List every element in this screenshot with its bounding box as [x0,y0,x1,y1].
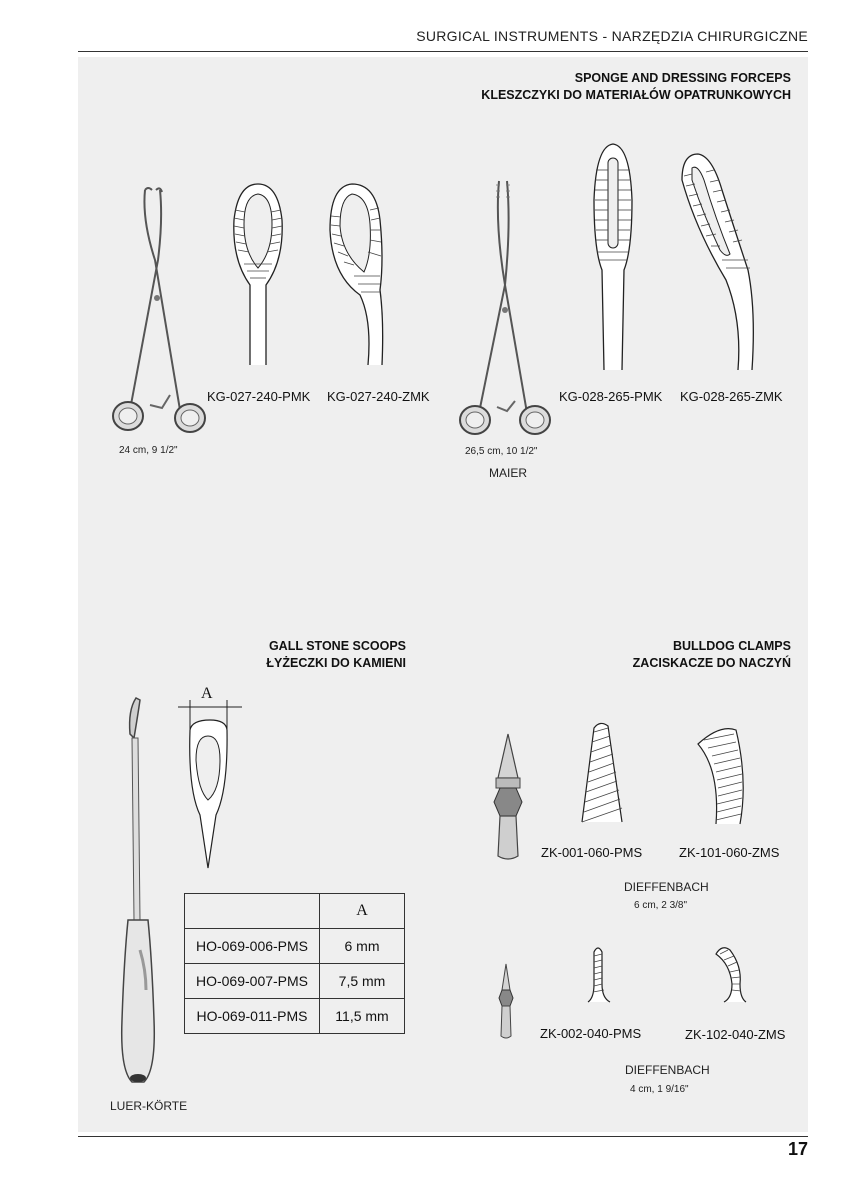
page-number: 17 [787,1139,808,1159]
luer-korte-scoop-illustration [110,690,170,1090]
maier-instrument-name: MAIER [489,466,528,480]
luer-korte-instrument-name: LUER-KÖRTE [110,1099,188,1113]
page-header-title: SURGICAL INSTRUMENTS - NARZĘDZIA CHIRURGICZNE [416,28,808,44]
sponge-forceps-curved-tip-drawing [320,180,390,370]
bulldog-small-curved-jaw-drawing [708,944,748,1006]
maier-code-kg028-curved: KG-028-265-ZMK [680,389,783,404]
gall-stone-scoops-heading-en: GALL STONE SCOOPS [268,639,406,653]
bulldog-small-straight-jaw-drawing [584,944,614,1006]
table-cell-size: 7,5 mm [320,964,405,999]
table-cell-code: HO-069-006-PMS [185,929,320,964]
table-cell-size: 11,5 mm [320,999,405,1034]
bulldog-curved-jaw-drawing [690,720,750,830]
bulldog-code-zk102: ZK-102-040-ZMS [685,1027,786,1042]
table-header-dimension: A [320,894,405,929]
sponge-forceps-24cm-illustration [100,180,220,440]
sponge-forceps-heading-pl: KLESZCZYKI DO MATERIAŁÓW OPATRUNKOWYCH [481,88,791,102]
maier-code-kg028-straight: KG-028-265-PMK [559,389,663,404]
table-cell-code: HO-069-007-PMS [185,964,320,999]
bulldog-clamp-4cm-illustration [494,962,518,1042]
footer-rule [78,1136,808,1137]
maier-straight-tip-drawing [588,140,638,375]
table-header-row [185,894,405,929]
bulldog-6cm-size: 6 cm, 2 3/8" [634,900,688,911]
bulldog-4cm-size: 4 cm, 1 9/16" [630,1084,689,1095]
gall-stone-scoops-heading [266,638,406,672]
sponge-forceps-heading-en: SPONGE AND DRESSING FORCEPS [574,71,791,85]
table-cell-code: HO-069-011-PMS [185,999,320,1034]
bulldog-clamps-heading-pl: ZACISKACZE DO NACZYŃ [632,656,791,670]
bulldog-clamps-heading [633,638,791,672]
bulldog-clamps-heading-en: BULLDOG CLAMPS [672,639,791,653]
scoop-dimension-label: A [201,685,213,702]
bulldog-code-zk001: ZK-001-060-PMS [541,845,643,860]
scoop-tip-detail-drawing [170,690,250,880]
table-row [185,929,405,964]
sponge-forceps-size-24cm: 24 cm, 9 1/2" [119,445,178,456]
sponge-forceps-heading [481,70,791,104]
bulldog-6cm-name: DIEFFENBACH [624,880,709,894]
sponge-forceps-straight-tip-drawing [228,180,288,370]
maier-curved-tip-drawing [676,150,756,375]
maier-forceps-illustration [455,175,565,445]
maier-size-26-5cm: 26,5 cm, 10 1/2" [465,446,538,457]
table-header-empty-cell [185,894,320,929]
gall-stone-scoops-heading-pl: ŁYŻECZKI DO KAMIENI [266,656,406,670]
header-rule [78,51,808,52]
scoop-size-table [184,893,405,1034]
sponge-forceps-code-kg027-curved: KG-027-240-ZMK [327,389,430,404]
bulldog-code-zk002: ZK-002-040-PMS [540,1026,642,1041]
sponge-forceps-code-kg027-straight: KG-027-240-PMK [207,389,311,404]
bulldog-code-zk101: ZK-101-060-ZMS [679,845,780,860]
bulldog-clamp-6cm-illustration [488,730,528,865]
table-cell-size: 6 mm [320,929,405,964]
bulldog-4cm-name: DIEFFENBACH [625,1063,710,1077]
table-row [185,999,405,1034]
table-row [185,964,405,999]
bulldog-straight-jaw-drawing [578,718,628,828]
